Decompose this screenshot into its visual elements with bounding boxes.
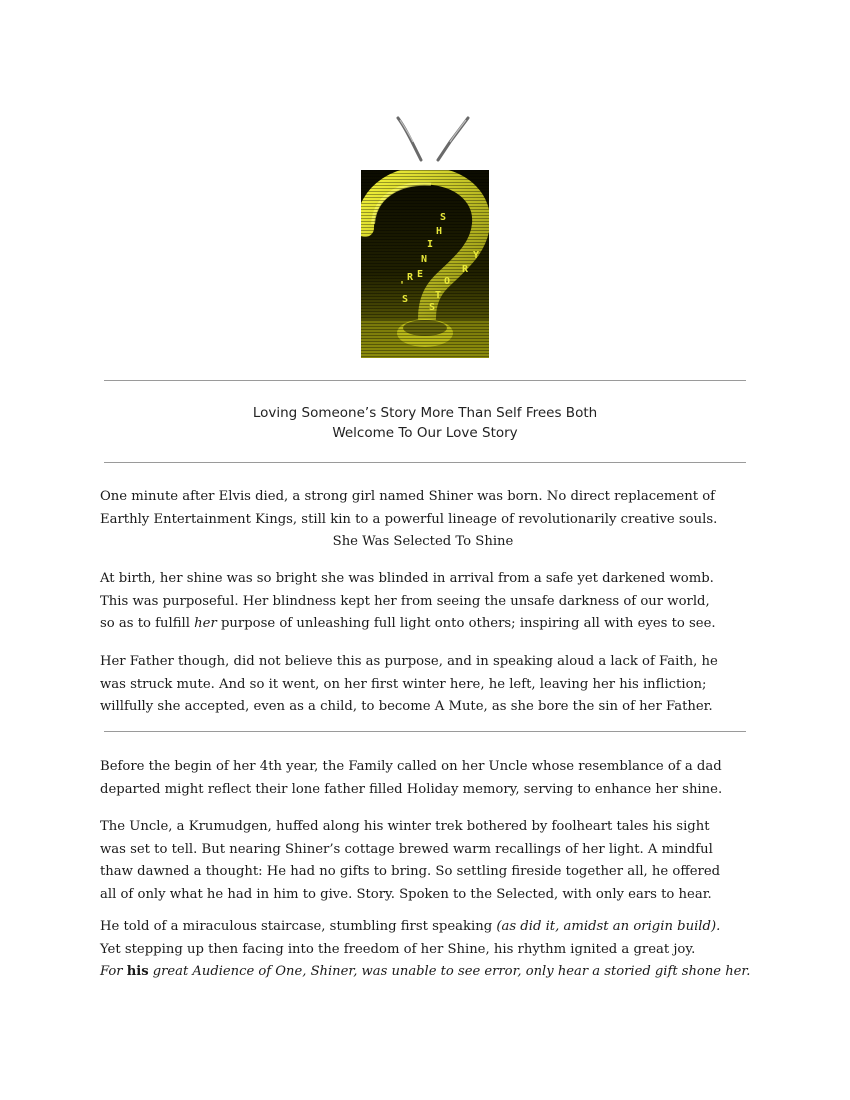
book-cover-image	[361, 170, 489, 358]
cover-letter: '	[399, 280, 406, 291]
text-run: For	[100, 964, 127, 979]
cover-letter: R	[462, 264, 469, 275]
divider	[104, 731, 746, 732]
emphasis-bold: his	[126, 964, 149, 979]
tagline-line: Loving Someone’s Story More Than Self Frees Both	[252, 405, 598, 421]
text-line: At birth, her shine was so bright she was blinded in arrival from a safe yet darkened womb.	[100, 571, 714, 586]
cover-letter: H	[436, 226, 443, 237]
hanging-strings-image	[390, 112, 475, 164]
cover-letter: S	[440, 212, 447, 223]
cover-letter: R	[407, 272, 414, 283]
text-line: all of only what he had in him to give. Story. Spoken to the Selected, with only ears to hear.	[100, 886, 712, 902]
text-run: purpose of unleashing full light onto others; inspiring all with eyes to see.	[216, 616, 716, 631]
text-line-centered: She Was Selected To Shine	[332, 534, 514, 549]
text-run: so as to fulfill	[100, 616, 195, 631]
divider	[104, 380, 746, 381]
text-line: was struck mute. And so it went, on her first winter here, he left, leaving her his infliction;	[100, 676, 707, 692]
text-line: Yet stepping up then facing into the freedom of her Shine, his rhythm ignited a great joy.	[100, 941, 696, 957]
text-line: thaw dawned a thought: He had no gifts to bring. So settling fireside together all, he offered	[100, 864, 721, 879]
cover-letter: S	[429, 302, 436, 313]
text-line: One minute after Elvis died, a strong girl named Shiner was born. No direct replacement of	[100, 489, 716, 504]
tagline-line: Welcome To Our Love Story	[332, 425, 518, 441]
paragraph-uncle-called	[100, 756, 760, 801]
cover-letter: E	[417, 269, 424, 280]
text-line: Her Father though, did not believe this as purpose, and in speaking aloud a lack of Faith, he	[100, 654, 718, 669]
text-line: This was purposeful. Her blindness kept her from seeing the unsafe darkness of our world,	[100, 593, 710, 609]
emphasis: her	[194, 616, 217, 631]
paragraph-father	[100, 651, 760, 719]
text-line	[100, 613, 760, 636]
divider	[104, 462, 746, 463]
cover-letter: T	[435, 290, 442, 301]
text-line: Earthly Entertainment Kings, still kin to a powerful lineage of revolutionarily creative souls.	[100, 511, 718, 527]
cover-letter: S	[402, 294, 409, 305]
text-line: Before the begin of her 4th year, the Family called on her Uncle whose resemblance of a dad	[100, 759, 722, 774]
paragraph-birth	[100, 486, 760, 554]
text-line: was set to tell. But nearing Shiner’s cottage brewed warm recallings of her light. A mindful	[100, 841, 713, 857]
text-line	[100, 916, 760, 939]
text-line: The Uncle, a Krumudgen, huffed along his winter trek bothered by foolheart tales his sight	[100, 819, 710, 834]
text-line: willfully she accepted, even as a child, to become A Mute, as she bore the sin of her Father.	[100, 699, 713, 714]
cover-letter: N	[421, 254, 428, 265]
emphasis: (as did it, amidst an origin build).	[496, 919, 721, 934]
tagline	[104, 403, 746, 443]
text-run: great Audience of One, Shiner, was unable to see error, only hear a storied gift shone her.	[148, 964, 751, 979]
cover-letter: O	[444, 276, 451, 287]
paragraph-krumudgen	[100, 816, 760, 906]
text-run: He told of a miraculous staircase, stumbling first speaking	[100, 919, 497, 934]
cover-letter: I	[427, 239, 434, 250]
text-line: departed might reflect their lone father filled Holiday memory, serving to enhance her shine.	[100, 781, 723, 797]
cover-letter: Y	[473, 250, 480, 261]
paragraph-staircase	[100, 916, 760, 984]
text-line-italic	[100, 961, 756, 984]
paragraph-blindness	[100, 568, 760, 636]
